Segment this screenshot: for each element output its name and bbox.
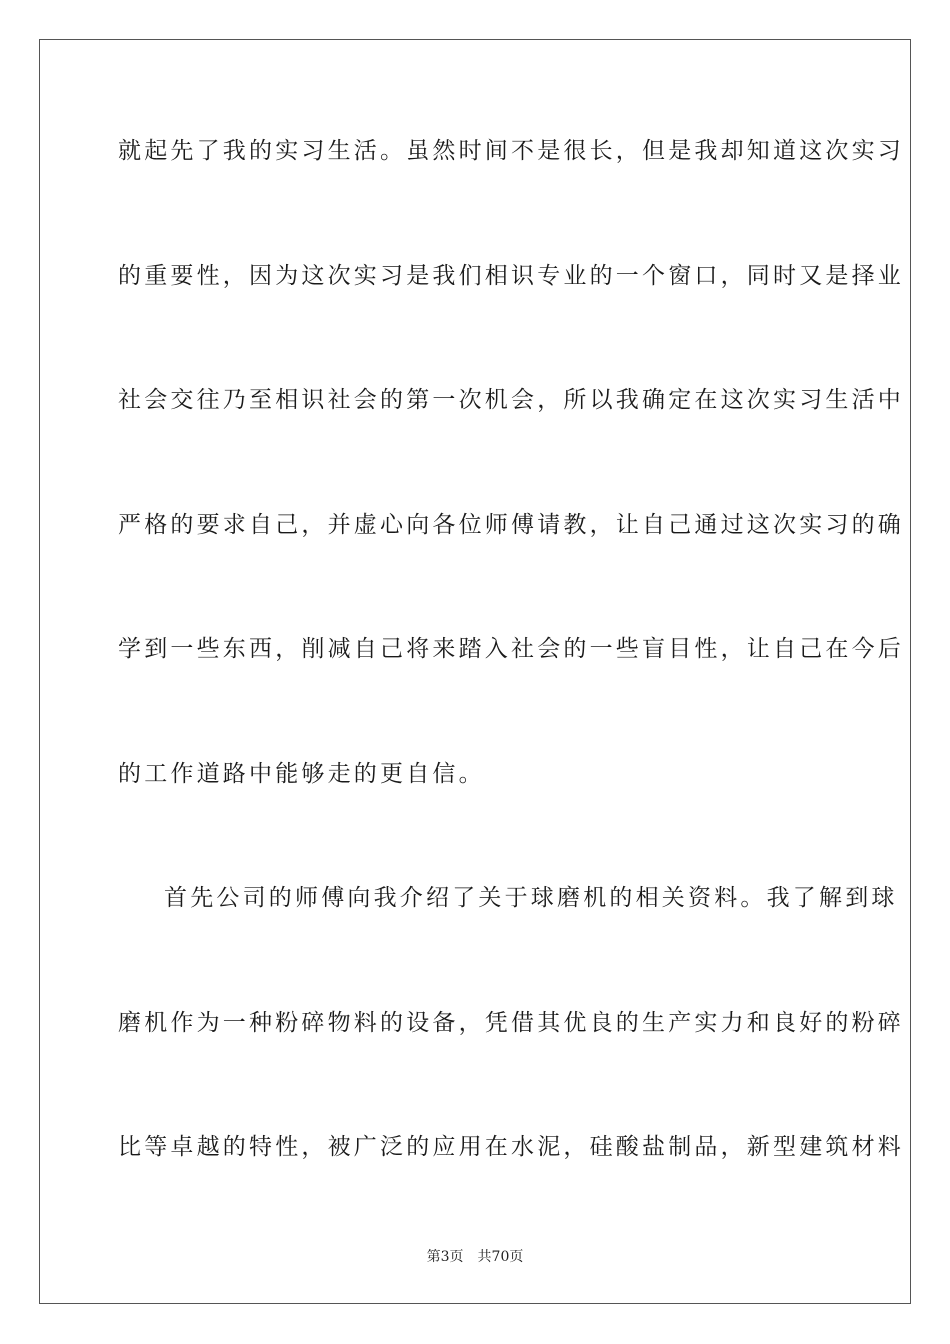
page-border (39, 39, 911, 1304)
text-line-4: 严格的要求自己，并虚心向各位师傅请教，让自己通过这次实习的确 (118, 512, 904, 538)
page-number: 第3页 (426, 1249, 464, 1265)
text-line-6: 的工作道路中能够走的更自信。 (118, 761, 485, 787)
text-line-8: 磨机作为一种粉碎物料的设备，凭借其优良的生产实力和良好的粉碎 (118, 1010, 904, 1036)
page-total: 共70页 (477, 1249, 524, 1265)
text-line-2: 的重要性，因为这次实习是我们相识专业的一个窗口，同时又是择业 (118, 263, 904, 289)
text-line-3: 社会交往乃至相识社会的第一次机会，所以我确定在这次实习生活中 (118, 387, 904, 413)
text-line-1: 就起先了我的实习生活。虽然时间不是很长，但是我却知道这次实习 (118, 138, 904, 164)
text-line-9: 比等卓越的特性，被广泛的应用在水泥，硅酸盐制品，新型建筑材料 (118, 1134, 904, 1160)
text-line-7-paragraph-start: 首先公司的师傅向我介绍了关于球磨机的相关资料。我了解到球 (164, 885, 898, 911)
text-line-5: 学到一些东西，削减自己将来踏入社会的一些盲目性，让自己在今后 (118, 636, 904, 662)
page-footer (0, 1248, 950, 1266)
